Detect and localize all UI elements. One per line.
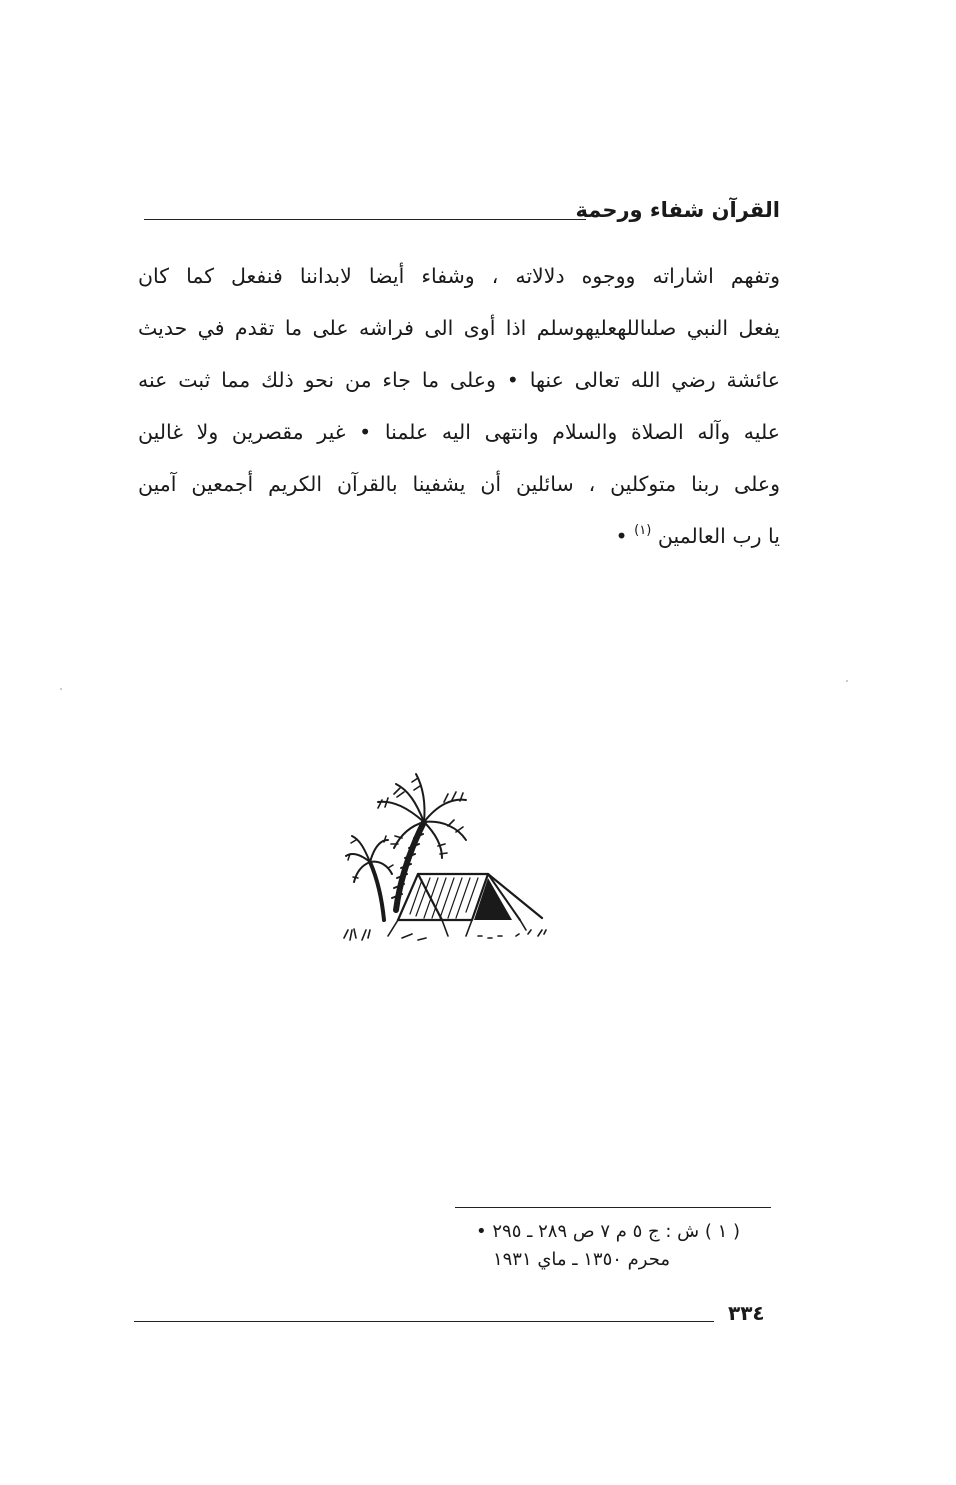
header-rule	[144, 219, 586, 220]
palm-tree-tent-illustration	[338, 770, 550, 952]
body-paragraph	[138, 250, 780, 562]
running-header-title: القرآن شفاء ورحمة	[575, 198, 780, 222]
body-line-1: وتفهم اشاراته ووجوه دلالاته ، وشفاء أيضا لابداننا فنفعل كما كان	[138, 264, 780, 288]
body-line-5: وعلى ربنا متوكلين ، سائلين أن يشفينا بالقرآن الكريم أجمعين آمين	[138, 472, 780, 496]
end-mark: •	[615, 524, 628, 548]
running-header	[140, 198, 780, 232]
footnote-rule	[455, 1207, 771, 1208]
body-line-4: عليه وآله الصلاة والسلام وانتهى اليه علمنا • غير مقصرين ولا غالين	[138, 420, 780, 444]
body-line-3: عائشة رضي الله تعالى عنها • وعلى ما جاء من نحو ذلك مما ثبت عنه	[138, 368, 780, 392]
body-line-6	[138, 510, 780, 562]
body-line-6-text: يا رب العالمين	[657, 524, 780, 548]
paper-speck	[60, 688, 62, 690]
footnote-line-2: محرم ١٣٥٠ ـ ماي ١٩٣١	[492, 1249, 670, 1270]
page-number: ٣٣٤	[728, 1301, 765, 1325]
bottom-rule	[134, 1321, 714, 1322]
body-line-2: يفعل النبي صلىاللهعليهوسلم اذا أوى الى فراشه على ما تقدم في حديث	[138, 316, 780, 340]
footnote-reference: (١)	[634, 523, 652, 538]
paper-speck	[846, 680, 848, 682]
footnote-line-1: ( ١ ) ش : ج ٥ م ٧ ص ٢٨٩ ـ ٢٩٥ •	[476, 1221, 740, 1242]
footnote	[330, 1218, 740, 1274]
